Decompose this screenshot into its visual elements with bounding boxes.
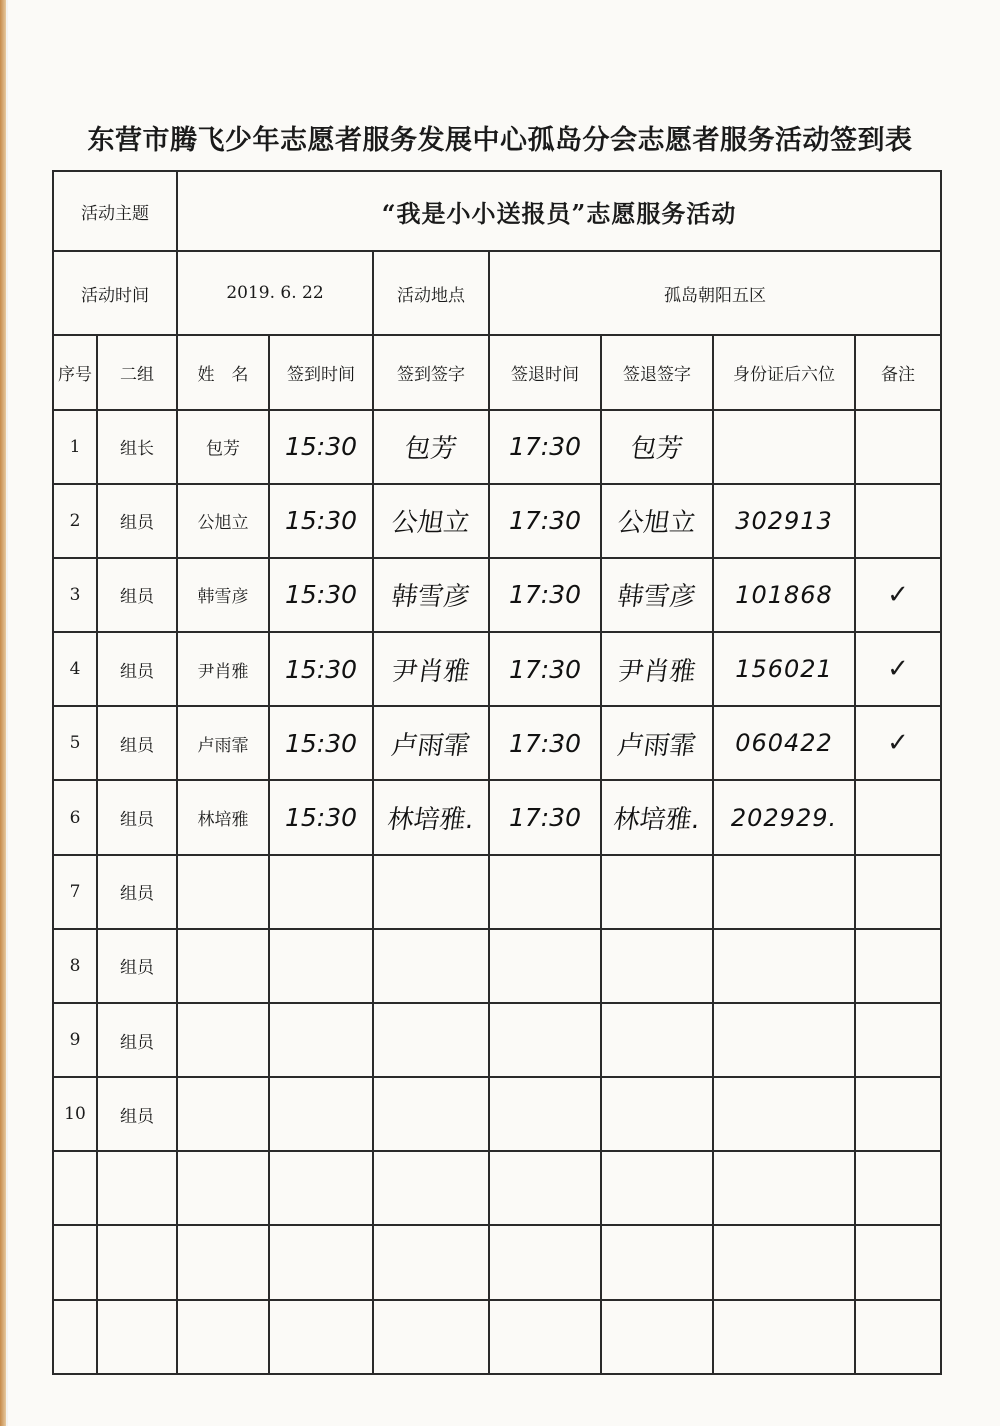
row-name-cell <box>177 484 269 558</box>
row-sign-out-time-cell <box>489 1300 601 1374</box>
row-number-cell <box>53 1151 97 1225</box>
row-name-cell <box>177 1003 269 1077</box>
row-sign-in-time-cell <box>269 1003 373 1077</box>
row-sign-out-time: 17:30 <box>508 728 582 758</box>
row-id-last-six-cell <box>713 855 855 929</box>
row-number-cell <box>53 780 97 854</box>
table-row <box>53 1003 941 1077</box>
row-number-cell <box>53 1077 97 1151</box>
row-group-cell <box>97 706 177 780</box>
theme-row <box>53 171 941 251</box>
col-header-no: 序号 <box>53 335 97 409</box>
row-id-last-six-cell <box>713 410 855 484</box>
row-group-cell <box>97 410 177 484</box>
table-row <box>53 558 941 632</box>
row-note: ✓ <box>887 579 909 610</box>
row-sign-out-signature: 包芳 <box>628 434 685 465</box>
row-sign-out-time-cell <box>489 1225 601 1299</box>
row-note-cell <box>855 780 941 854</box>
form-title: 东营市腾飞少年志愿者服务发展中心孤岛分会志愿者服务活动签到表 <box>87 125 913 156</box>
row-sign-in-time-cell <box>269 484 373 558</box>
row-sign-out-signature-cell <box>601 780 713 854</box>
row-note: ✓ <box>887 654 909 685</box>
row-id-last-six: 060422 <box>735 729 833 758</box>
row-group-cell <box>97 929 177 1003</box>
row-sign-out-signature: 尹肖雅 <box>615 656 698 687</box>
row-sign-in-time-cell <box>269 780 373 854</box>
row-note-cell <box>855 706 941 780</box>
row-sign-in-signature: 林培雅. <box>385 805 476 835</box>
row-sign-in-time: 15:30 <box>284 506 358 536</box>
row-sign-in-signature-cell <box>373 706 489 780</box>
row-sign-out-time: 17:30 <box>508 580 582 610</box>
row-group: 组员 <box>120 958 154 979</box>
row-id-last-six-cell <box>713 1151 855 1225</box>
col-header-name: 姓 名 <box>177 335 269 409</box>
row-sign-in-signature-cell <box>373 1003 489 1077</box>
time-label: 活动时间 <box>53 251 177 335</box>
row-number: 5 <box>69 733 81 754</box>
row-note-cell <box>855 558 941 632</box>
time-value: 2019. 6. 22 <box>177 251 373 335</box>
row-name-cell <box>177 1077 269 1151</box>
table-row <box>53 855 941 929</box>
row-note-cell <box>855 855 941 929</box>
row-name-cell <box>177 410 269 484</box>
column-header-row <box>53 335 941 409</box>
row-name-cell <box>177 855 269 929</box>
row-note-cell <box>855 1225 941 1299</box>
row-group-cell <box>97 484 177 558</box>
row-sign-out-time-cell <box>489 1151 601 1225</box>
table-row <box>53 706 941 780</box>
row-number-cell <box>53 558 97 632</box>
row-group-cell <box>97 855 177 929</box>
row-sign-in-time-cell <box>269 1300 373 1374</box>
row-name: 林培雅 <box>197 810 249 830</box>
row-sign-in-time-cell <box>269 410 373 484</box>
row-sign-out-time: 17:30 <box>508 803 582 832</box>
row-sign-out-signature-cell <box>601 706 713 780</box>
row-sign-out-signature-cell <box>601 558 713 632</box>
row-sign-out-time-cell <box>489 706 601 780</box>
time-place-row <box>53 251 941 335</box>
row-group-cell <box>97 1151 177 1225</box>
row-sign-out-signature: 公旭立 <box>615 508 698 539</box>
row-sign-in-time: 15:30 <box>284 728 358 758</box>
row-number: 9 <box>69 1030 81 1051</box>
row-sign-in-signature: 韩雪彦 <box>389 582 472 613</box>
row-group: 组员 <box>120 735 154 756</box>
row-sign-in-signature-cell <box>373 1300 489 1374</box>
place-label: 活动地点 <box>373 251 489 335</box>
row-sign-out-time-cell <box>489 929 601 1003</box>
row-sign-out-signature-cell <box>601 410 713 484</box>
col-header-group: 二组 <box>97 335 177 409</box>
row-name-cell <box>177 558 269 632</box>
row-sign-in-time: 15:30 <box>284 432 358 462</box>
row-sign-in-time-cell <box>269 1225 373 1299</box>
row-sign-in-signature: 尹肖雅 <box>389 656 472 687</box>
row-number: 4 <box>69 659 81 680</box>
row-sign-in-time: 15:30 <box>284 654 358 684</box>
row-name-cell <box>177 706 269 780</box>
row-number-cell <box>53 706 97 780</box>
row-id-last-six-cell <box>713 558 855 632</box>
row-sign-in-time-cell <box>269 1151 373 1225</box>
table-row <box>53 1300 941 1374</box>
row-group: 组员 <box>120 1106 154 1127</box>
row-note-cell <box>855 1003 941 1077</box>
row-id-last-six-cell <box>713 929 855 1003</box>
row-sign-out-time-cell <box>489 410 601 484</box>
sign-in-table <box>52 170 942 1375</box>
row-id-last-six-cell <box>713 484 855 558</box>
row-number: 10 <box>64 1104 86 1125</box>
col-header-in-sign: 签到签字 <box>373 335 489 409</box>
table-row <box>53 410 941 484</box>
row-name-cell <box>177 929 269 1003</box>
row-sign-out-signature: 林培雅. <box>611 805 702 835</box>
row-sign-out-signature-cell <box>601 1151 713 1225</box>
row-sign-in-signature-cell <box>373 558 489 632</box>
row-number-cell <box>53 1003 97 1077</box>
row-group: 组长 <box>120 439 154 460</box>
row-number-cell <box>53 632 97 706</box>
row-number-cell <box>53 410 97 484</box>
row-name-cell <box>177 1300 269 1374</box>
row-sign-in-signature: 包芳 <box>402 434 459 465</box>
row-sign-in-signature-cell <box>373 780 489 854</box>
table-row <box>53 484 941 558</box>
place-value: 孤岛朝阳五区 <box>489 251 941 335</box>
row-sign-out-signature-cell <box>601 632 713 706</box>
row-group-cell <box>97 632 177 706</box>
row-number: 6 <box>69 807 81 828</box>
row-sign-in-time: 15:30 <box>284 580 358 610</box>
row-id-last-six-cell <box>713 706 855 780</box>
row-sign-in-signature: 公旭立 <box>389 508 472 539</box>
row-id-last-six: 156021 <box>735 655 833 684</box>
row-sign-out-signature-cell <box>601 855 713 929</box>
row-number-cell <box>53 484 97 558</box>
row-note-cell <box>855 1077 941 1151</box>
row-sign-out-time: 17:30 <box>508 506 582 536</box>
row-sign-out-signature-cell <box>601 929 713 1003</box>
row-id-last-six: 302913 <box>735 506 833 535</box>
row-sign-out-time: 17:30 <box>508 432 582 462</box>
row-id-last-six: 101868 <box>735 580 833 609</box>
row-name-cell <box>177 1151 269 1225</box>
row-name: 公旭立 <box>197 513 249 534</box>
row-id-last-six-cell <box>713 1300 855 1374</box>
row-sign-in-signature: 卢雨霏 <box>389 730 472 761</box>
row-number: 2 <box>69 510 81 531</box>
row-group: 组员 <box>120 513 154 534</box>
row-number: 3 <box>69 584 81 605</box>
row-sign-in-time-cell <box>269 558 373 632</box>
row-sign-in-time-cell <box>269 929 373 1003</box>
row-number: 1 <box>69 436 81 457</box>
row-name: 卢雨霏 <box>197 735 249 756</box>
row-sign-out-time-cell <box>489 1077 601 1151</box>
row-id-last-six-cell <box>713 780 855 854</box>
row-note-cell <box>855 632 941 706</box>
row-note-cell <box>855 484 941 558</box>
row-name: 尹肖雅 <box>197 661 249 682</box>
row-sign-out-signature: 韩雪彦 <box>615 582 698 613</box>
row-group: 组员 <box>120 587 154 608</box>
row-number-cell <box>53 929 97 1003</box>
row-group-cell <box>97 558 177 632</box>
row-group-cell <box>97 1077 177 1151</box>
row-sign-in-signature-cell <box>373 632 489 706</box>
row-sign-in-signature-cell <box>373 855 489 929</box>
table-row <box>53 1077 941 1151</box>
theme-value: “我是小小送报员”志愿服务活动 <box>177 171 941 251</box>
row-sign-in-signature-cell <box>373 1077 489 1151</box>
row-sign-out-time-cell <box>489 632 601 706</box>
row-sign-out-signature-cell <box>601 484 713 558</box>
row-sign-out-signature-cell <box>601 1077 713 1151</box>
row-sign-out-signature-cell <box>601 1003 713 1077</box>
table-row <box>53 929 941 1003</box>
row-group: 组员 <box>120 884 154 905</box>
row-sign-in-signature-cell <box>373 929 489 1003</box>
paper-edge <box>0 0 6 1426</box>
row-id-last-six-cell <box>713 1225 855 1299</box>
row-sign-in-time-cell <box>269 1077 373 1151</box>
row-sign-out-time-cell <box>489 558 601 632</box>
col-header-id6: 身份证后六位 <box>713 335 855 409</box>
table-row <box>53 1225 941 1299</box>
row-sign-in-signature-cell <box>373 410 489 484</box>
row-sign-out-time: 17:30 <box>508 654 582 684</box>
row-sign-in-time-cell <box>269 855 373 929</box>
row-sign-in-time: 15:30 <box>284 803 358 832</box>
row-id-last-six: 202929. <box>730 803 838 832</box>
row-id-last-six-cell <box>713 632 855 706</box>
row-number-cell <box>53 855 97 929</box>
row-sign-out-signature: 卢雨霏 <box>615 730 698 761</box>
row-group: 组员 <box>120 1032 154 1053</box>
row-sign-out-time-cell <box>489 780 601 854</box>
row-group-cell <box>97 1300 177 1374</box>
row-group-cell <box>97 1003 177 1077</box>
row-sign-in-time-cell <box>269 632 373 706</box>
col-header-out-time: 签退时间 <box>489 335 601 409</box>
row-name-cell <box>177 632 269 706</box>
row-group-cell <box>97 780 177 854</box>
row-note-cell <box>855 1151 941 1225</box>
row-id-last-six-cell <box>713 1077 855 1151</box>
row-name: 包芳 <box>206 439 240 460</box>
row-sign-in-signature-cell <box>373 1151 489 1225</box>
col-header-in-time: 签到时间 <box>269 335 373 409</box>
row-sign-in-time-cell <box>269 706 373 780</box>
row-sign-out-signature-cell <box>601 1225 713 1299</box>
row-number-cell <box>53 1225 97 1299</box>
row-note-cell <box>855 1300 941 1374</box>
row-sign-in-signature-cell <box>373 1225 489 1299</box>
col-header-out-sign: 签退签字 <box>601 335 713 409</box>
row-id-last-six-cell <box>713 1003 855 1077</box>
row-sign-in-signature-cell <box>373 484 489 558</box>
table-row <box>53 1151 941 1225</box>
row-sign-out-time-cell <box>489 855 601 929</box>
row-sign-out-time-cell <box>489 484 601 558</box>
table-row <box>53 780 941 854</box>
row-note: ✓ <box>887 728 909 759</box>
row-number: 8 <box>69 955 81 976</box>
row-group: 组员 <box>120 661 154 682</box>
theme-label: 活动主题 <box>53 171 177 251</box>
row-group: 组员 <box>120 810 154 830</box>
row-name-cell <box>177 1225 269 1299</box>
col-header-note: 备注 <box>855 335 941 409</box>
row-sign-out-signature-cell <box>601 1300 713 1374</box>
row-name-cell <box>177 780 269 854</box>
row-note-cell <box>855 929 941 1003</box>
row-note-cell <box>855 410 941 484</box>
row-number-cell <box>53 1300 97 1374</box>
row-sign-out-time-cell <box>489 1003 601 1077</box>
row-group-cell <box>97 1225 177 1299</box>
row-name: 韩雪彦 <box>197 587 249 608</box>
table-row <box>53 632 941 706</box>
row-number: 7 <box>69 881 81 902</box>
